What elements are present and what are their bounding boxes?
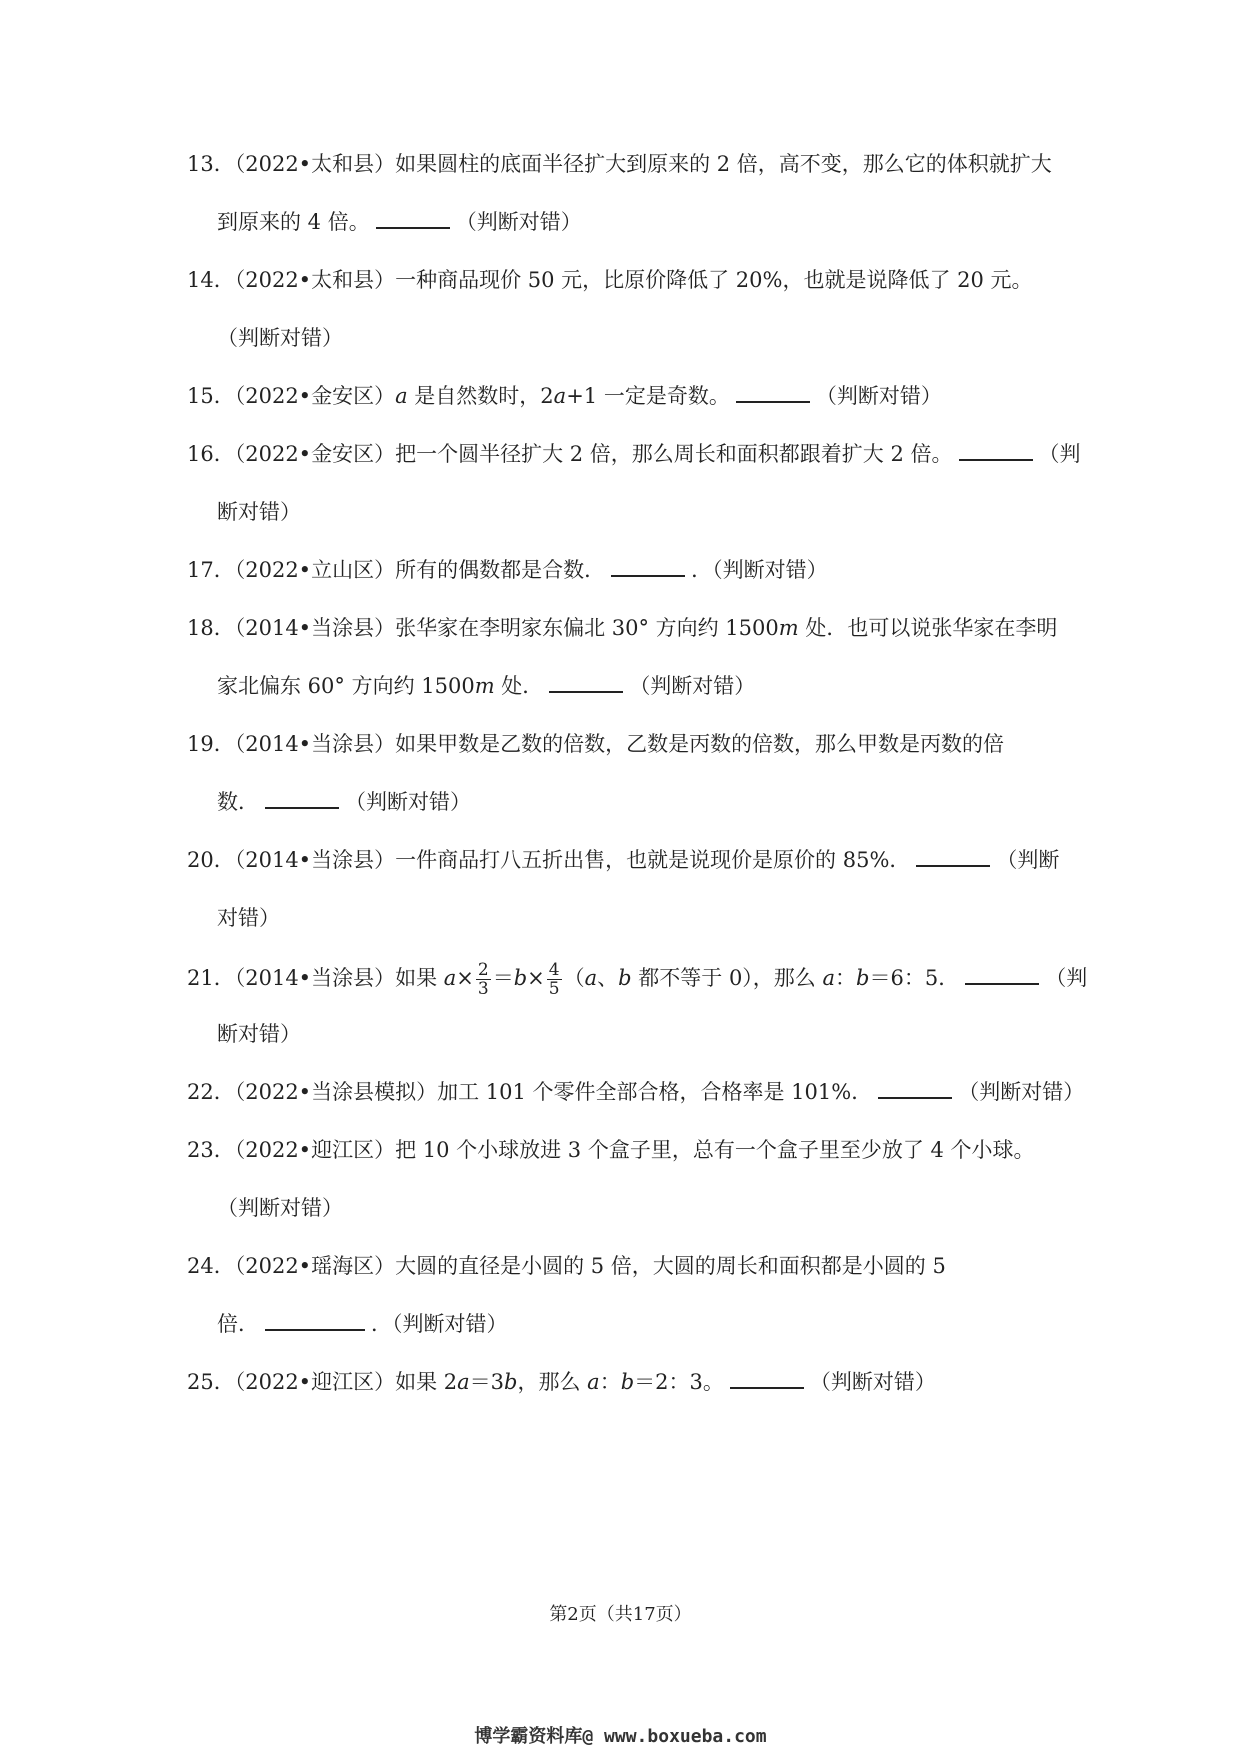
question-text: （2022•太和县）一种商品现价 50 元，比原价降低了 20%，也就是说降低了 20 元。 — [234, 268, 1033, 292]
times-sign: × — [527, 966, 545, 990]
question-text: ＝6：5． — [869, 966, 960, 990]
watermark: 博学霸资料库@ www.boxueba.com — [474, 1726, 767, 1747]
unit-m: m — [474, 674, 495, 698]
colon: ： — [835, 966, 857, 990]
question-14-line2 — [217, 323, 343, 353]
question-number: 16． — [187, 442, 235, 466]
question-23-line2 — [217, 1193, 343, 1223]
judge-hint: 断对错） — [217, 500, 301, 524]
question-text: （2022•立山区）所有的偶数都是合数． — [234, 558, 606, 582]
question-number: 17． — [187, 558, 235, 582]
question-text: （2022•迎江区）如果 2 — [234, 1370, 458, 1394]
question-source: （2022•金安区） — [234, 384, 396, 408]
question-text: 家北偏东 60° 方向约 1500 — [217, 674, 475, 698]
denominator: 5 — [548, 979, 560, 999]
judge-hint: （判断对错） — [809, 1370, 936, 1394]
question-14 — [187, 265, 1067, 295]
answer-blank[interactable] — [265, 1311, 365, 1331]
question-21-line2 — [217, 1019, 301, 1049]
question-text: （2014•当涂县）张华家在李明家东偏北 30° 方向约 1500 — [234, 616, 779, 640]
question-21 — [187, 960, 1088, 999]
variable-a: a — [584, 966, 598, 990]
question-text: （2022•金安区）把一个圆半径扩大 2 倍，那么周长和面积都跟着扩大 2 倍。 — [234, 442, 953, 466]
question-text: （2022•瑶海区）大圆的直径是小圆的 5 倍，大圆的周长和面积都是小圆的 5 — [234, 1254, 946, 1278]
answer-blank[interactable] — [736, 383, 810, 403]
variable-b: b — [618, 966, 632, 990]
answer-blank[interactable] — [549, 673, 623, 693]
judge-hint: （判断对错） — [455, 210, 582, 234]
question-20-line2 — [217, 903, 280, 933]
question-19 — [187, 729, 1067, 759]
question-text: 都不等于 0），那么 — [631, 966, 823, 990]
equals-sign: ＝ — [492, 966, 514, 990]
question-number: 22． — [187, 1080, 235, 1104]
question-number: 23． — [187, 1138, 235, 1162]
question-16-line2 — [217, 497, 301, 527]
question-24 — [187, 1251, 1067, 1281]
answer-blank[interactable] — [878, 1079, 952, 1099]
question-text: ＝3 — [469, 1370, 505, 1394]
judge-hint: （判断对错） — [712, 558, 828, 582]
question-16 — [187, 439, 1081, 469]
question-18 — [187, 613, 1067, 643]
question-text: 数． — [217, 790, 259, 814]
judge-hint: （判断对错） — [392, 1312, 508, 1336]
variable-b: b — [513, 966, 528, 990]
question-number: 14． — [187, 268, 235, 292]
colon: ： — [599, 1370, 621, 1394]
question-19-line2 — [217, 787, 471, 817]
question-18-line2 — [217, 671, 755, 701]
question-23 — [187, 1135, 1067, 1165]
unit-m: m — [778, 616, 799, 640]
variable-a: a — [587, 1370, 600, 1394]
judge-hint: 断对错） — [217, 1022, 301, 1046]
question-15 — [187, 381, 1067, 411]
question-number: 24． — [187, 1254, 235, 1278]
question-20 — [187, 845, 1067, 875]
period: ． — [691, 558, 713, 582]
judge-hint: （判断对错） — [217, 1196, 343, 1220]
question-25 — [187, 1367, 1067, 1397]
judge-hint: （判 — [1038, 442, 1081, 466]
question-text: 处． — [494, 674, 544, 698]
judge-hint: （判断对错） — [217, 326, 343, 350]
question-text: （2022•太和县）如果圆柱的底面半径扩大到原来的 2 倍，高不变，那么它的体积就扩大 — [234, 152, 1052, 176]
question-13-line2 — [217, 207, 582, 237]
numerator: 4 — [548, 960, 560, 980]
answer-blank[interactable] — [730, 1369, 804, 1389]
question-number: 15． — [187, 384, 235, 408]
question-text: +1 一定是奇数。 — [566, 384, 730, 408]
judge-hint: （判断对错） — [958, 1080, 1085, 1104]
question-22 — [187, 1077, 1085, 1107]
question-24-line2 — [217, 1309, 508, 1339]
variable-a: a — [443, 966, 457, 990]
question-text: 倍． — [217, 1312, 259, 1336]
judge-hint: （判断对错） — [345, 790, 471, 814]
answer-blank[interactable] — [265, 789, 339, 809]
page-number-footer: 第2页（共17页） — [549, 1604, 692, 1625]
question-text: 是自然数时，2 — [407, 384, 554, 408]
question-text: （2014•当涂县）如果甲数是乙数的倍数，乙数是丙数的倍数，那么甲数是丙数的倍 — [234, 732, 1005, 756]
answer-blank[interactable] — [611, 557, 685, 577]
fraction-4-5 — [547, 961, 562, 998]
question-number: 21． — [187, 966, 235, 990]
question-text: （2014•当涂县）一件商品打八五折出售，也就是说现价是原价的 85%． — [234, 848, 911, 872]
question-text: 到原来的 4 倍。 — [217, 210, 370, 234]
question-text: 处．也可以说张华家在李明 — [798, 616, 1058, 640]
judge-hint: （判断 — [996, 848, 1060, 872]
question-text: （2014•当涂县）如果 — [234, 966, 444, 990]
answer-blank[interactable] — [959, 441, 1033, 461]
fraction-2-3 — [476, 961, 491, 998]
question-17 — [187, 555, 1067, 585]
variable-a: a — [457, 1370, 470, 1394]
question-number: 20． — [187, 848, 235, 872]
denominator: 3 — [477, 979, 489, 999]
question-text: （ — [563, 966, 585, 990]
variable-a: a — [553, 384, 567, 408]
judge-hint: 对错） — [217, 906, 280, 930]
answer-blank[interactable] — [376, 209, 450, 229]
question-number: 25． — [187, 1370, 235, 1394]
variable-a: a — [395, 384, 408, 408]
question-text: ＝2：3。 — [634, 1370, 724, 1394]
question-number: 19． — [187, 732, 235, 756]
judge-hint: （判断对错） — [815, 384, 942, 408]
question-text: （2022•当涂县模拟）加工 101 个零件全部合格，合格率是 101%． — [234, 1080, 873, 1104]
period: ． — [371, 1312, 392, 1336]
numerator: 2 — [477, 960, 489, 980]
variable-a: a — [822, 966, 836, 990]
variable-b: b — [620, 1370, 635, 1394]
variable-b: b — [504, 1370, 518, 1394]
judge-hint: （判断对错） — [629, 674, 756, 698]
answer-blank[interactable] — [965, 965, 1039, 985]
question-number: 13． — [187, 152, 235, 176]
question-text: ，那么 — [517, 1370, 588, 1394]
question-text: （2022•迎江区）把 10 个小球放进 3 个盒子里，总有一个盒子里至少放了 4 个小球。 — [234, 1138, 1035, 1162]
question-number: 18． — [187, 616, 235, 640]
times-sign: × — [456, 966, 474, 990]
variable-b: b — [856, 966, 870, 990]
judge-hint: （判 — [1045, 966, 1088, 990]
question-text: 、 — [597, 966, 619, 990]
answer-blank[interactable] — [916, 847, 990, 867]
question-13 — [187, 149, 1067, 179]
